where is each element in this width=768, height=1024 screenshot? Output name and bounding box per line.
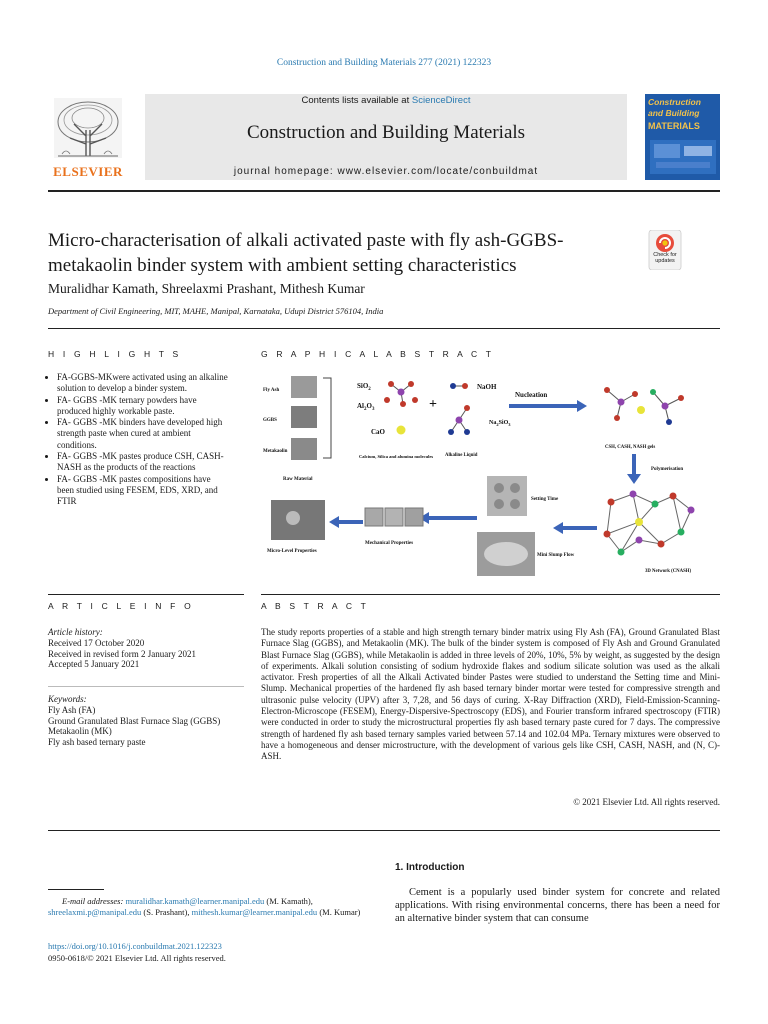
ggbs-photo — [291, 406, 317, 428]
check-for-updates-icon[interactable] — [647, 230, 683, 270]
alkaline-liquid-label: Alkaline Liquid — [445, 453, 478, 458]
keyword-item: Fly ash based ternary paste — [48, 737, 146, 748]
setting-time-photo — [487, 476, 527, 516]
email-link-kumar[interactable]: mithesh.kumar@learner.manipal.edu — [191, 907, 318, 917]
email-label: E-mail addresses: — [62, 896, 124, 906]
article-info-heading: A R T I C L E I N F O — [48, 601, 194, 611]
naoh-label: NaOH — [477, 383, 497, 391]
fly-ash-photo — [291, 376, 317, 398]
graphical-abstract-heading: G R A P H I C A L A B S T R A C T — [261, 349, 495, 359]
journal-citation[interactable]: Construction and Building Materials 277 (2021) 122323 — [276, 58, 492, 68]
received-date: Received 17 October 2020 — [48, 637, 145, 648]
network-label: 3D Network (CNASH) — [645, 569, 692, 574]
cao-label: CaO — [371, 428, 385, 436]
highlight-item: • FA- GGBS -MK binders have developed high strength paste when cured at ambient conditions. — [57, 417, 228, 451]
contents-line — [145, 95, 627, 106]
authors: Muralidhar Kamath, Shreelaxmi Prashant, Mithesh Kumar — [48, 281, 365, 296]
polymerisation-label: Polymerisation — [651, 467, 684, 472]
metakaolin-label: Metakaolin — [263, 449, 288, 454]
abstract-rule-bottom — [48, 830, 720, 831]
email-link-kamath[interactable]: muralidhar.kamath@learner.manipal.edu — [125, 896, 265, 906]
highlight-item: • FA-GGBS-MKwere activated using an alkaline solution to develop a binder system. — [57, 372, 228, 395]
cover-subtitle: MATERIALS — [648, 121, 700, 131]
email-name-kamath: (M. Kamath), — [264, 896, 313, 906]
footnote-rule — [48, 889, 104, 890]
mortar-cubes-photo — [365, 508, 423, 526]
doi-link[interactable]: https://doi.org/10.1016/j.conbuildmat.2021.122323 — [48, 941, 222, 951]
keyword-item: Ground Granulated Blast Furnace Slag (GGBS) — [48, 715, 221, 726]
introduction-heading: 1. Introduction — [395, 862, 465, 873]
check-for-updates-label[interactable]: Check for updates — [653, 252, 677, 264]
keywords-label: Keywords: — [48, 694, 87, 704]
email-name-prashant: (S. Prashant), — [141, 907, 192, 917]
mechanical-label: Mechanical Properties — [365, 541, 414, 546]
highlight-item: • FA- GGBS -MK pastes compositions have been studied using FESEM, EDS, XRD, and FTIR — [57, 474, 228, 508]
revised-date: Received in revised form 2 January 2021 — [48, 648, 196, 659]
introduction-paragraph: Cement is a popularly used binder system for concrete and related applications. With rising environmental concerns, there has been a need for an alternative binder system that can consume — [395, 887, 720, 924]
journal-homepage[interactable]: journal homepage: www.elsevier.com/locate/conbuildmat — [233, 166, 539, 177]
accepted-date: Accepted 5 January 2021 — [48, 659, 140, 670]
highlights-heading: H I G H L I G H T S — [48, 349, 182, 359]
sio2-label: SiO$_2$ — [357, 382, 371, 392]
metakaolin-photo — [291, 438, 317, 460]
info-rule-top — [48, 594, 244, 595]
plus-sign: + — [429, 397, 437, 412]
abstract-text: The study reports properties of a stable and high strength ternary binder matrix using Fly Ash (FA), Ground Granulated Blast Furnace Slag (GGBS), and Metakaolin (MK). The bulk of the binder system is composed of Fly Ash and Ground Granulated Blast Furnace Slag (GGBS), while Metakaolin is added in three levels of 20%, 10%, 5% by weight, as suggested by the design of experiments. Alkali solution consisting of sodium hydroxide flakes and sodium silicate solution was used as the alkali activator. Fresh properties of all the Alkali Activated binder Pastes were studied to understand the Setting time and Mini-Slump. Mechanical properties of the hardened fly ash based ternary binder mortar were tested for compressive strength and ultrasonic pulse velocity (UPV) after 3, 7,28, and 56 days of curing. X-Ray Diffraction (XRD), Field-Emission-Scanning-Electron-Microscope (FESEM), Energy-Dispersive-Spectroscopy (EDS), and Fourier transform infrared spectroscopy (FTIR) were conducted in order to study the microstructural properties fly ash based ternary paste cured for 7 days. The compressive strength of hardened fly ash based ternary samples varied between 57.14 and 102.04 MPa. Ternary mixtures were observed to have a homogeneous and denser microstructure, with the development of various gels like CSH, CASH, NASH, and (N, C)-ASH. — [261, 627, 720, 762]
abstract-copyright: © 2021 Elsevier Ltd. All rights reserved. — [573, 797, 720, 807]
info-divider — [48, 686, 244, 687]
mini-slump-label: Mini Slump Flow — [537, 553, 575, 558]
article-title: Micro-characterisation of alkali activated paste with fly ash-GGBS-metakaolin binder system with ambient setting characteristics — [48, 230, 564, 276]
keyword-item: Metakaolin (MK) — [48, 726, 112, 737]
sciencedirect-link[interactable]: ScienceDirect — [411, 95, 471, 106]
history-label: Article history: — [48, 627, 103, 637]
cover-artwork — [650, 140, 716, 174]
journal-title: Construction and Building Materials — [246, 122, 526, 143]
email-footnote — [48, 896, 378, 918]
na2sio3-label: $Na_2SiO_3$ — [489, 420, 511, 427]
introduction-text — [395, 887, 720, 925]
affiliation: Department of Civil Engineering, MIT, MAHE, Manipal, Karnataka, Udupi District 576104, India — [48, 306, 384, 316]
fly-ash-label: Fly Ash — [263, 388, 280, 393]
cover-title: Construction and Building — [648, 97, 701, 118]
elsevier-wordmark: ELSEVIER — [53, 164, 123, 179]
keyword-item: Fly Ash (FA) — [48, 704, 96, 715]
email-link-prashant[interactable]: shreelaxmi.p@manipal.edu — [48, 907, 142, 917]
article-info-block — [48, 627, 238, 670]
issn-copyright: 0950-0618/© 2021 Elsevier Ltd. All rights reserved. — [48, 953, 226, 963]
abstract-rule-top — [261, 594, 720, 595]
al2o3-label: $Al_2O_3$ — [357, 402, 375, 412]
ggbs-label: GGBS — [263, 418, 277, 423]
abstract-heading: A B S T R A C T — [261, 601, 370, 611]
graphical-abstract-figure[interactable] — [261, 372, 720, 582]
highlight-item: • FA- GGBS -MK pastes produce CSH, CASH-NASH as the products of the reactions — [57, 451, 228, 474]
keywords-block — [48, 694, 238, 748]
title-rule — [48, 328, 720, 329]
micro-label: Micro-Level Properties — [267, 549, 317, 554]
highlight-item: • FA- GGBS -MK ternary powders have produced highly workable paste. — [57, 395, 228, 418]
nucleation-label: Nucleation — [515, 391, 548, 399]
header-rule — [48, 190, 720, 192]
gels-label: CSH, CASH, NASH gels — [605, 445, 656, 450]
molecules-label: Calcium, Silica and alumina molecules — [359, 454, 434, 459]
setting-time-label: Setting Time — [531, 497, 559, 502]
contents-prefix: Contents lists available at — [301, 95, 412, 106]
highlights-list — [48, 372, 228, 508]
raw-material-label: Raw Material — [283, 477, 313, 482]
email-name-kumar: (M. Kumar) — [317, 907, 361, 917]
